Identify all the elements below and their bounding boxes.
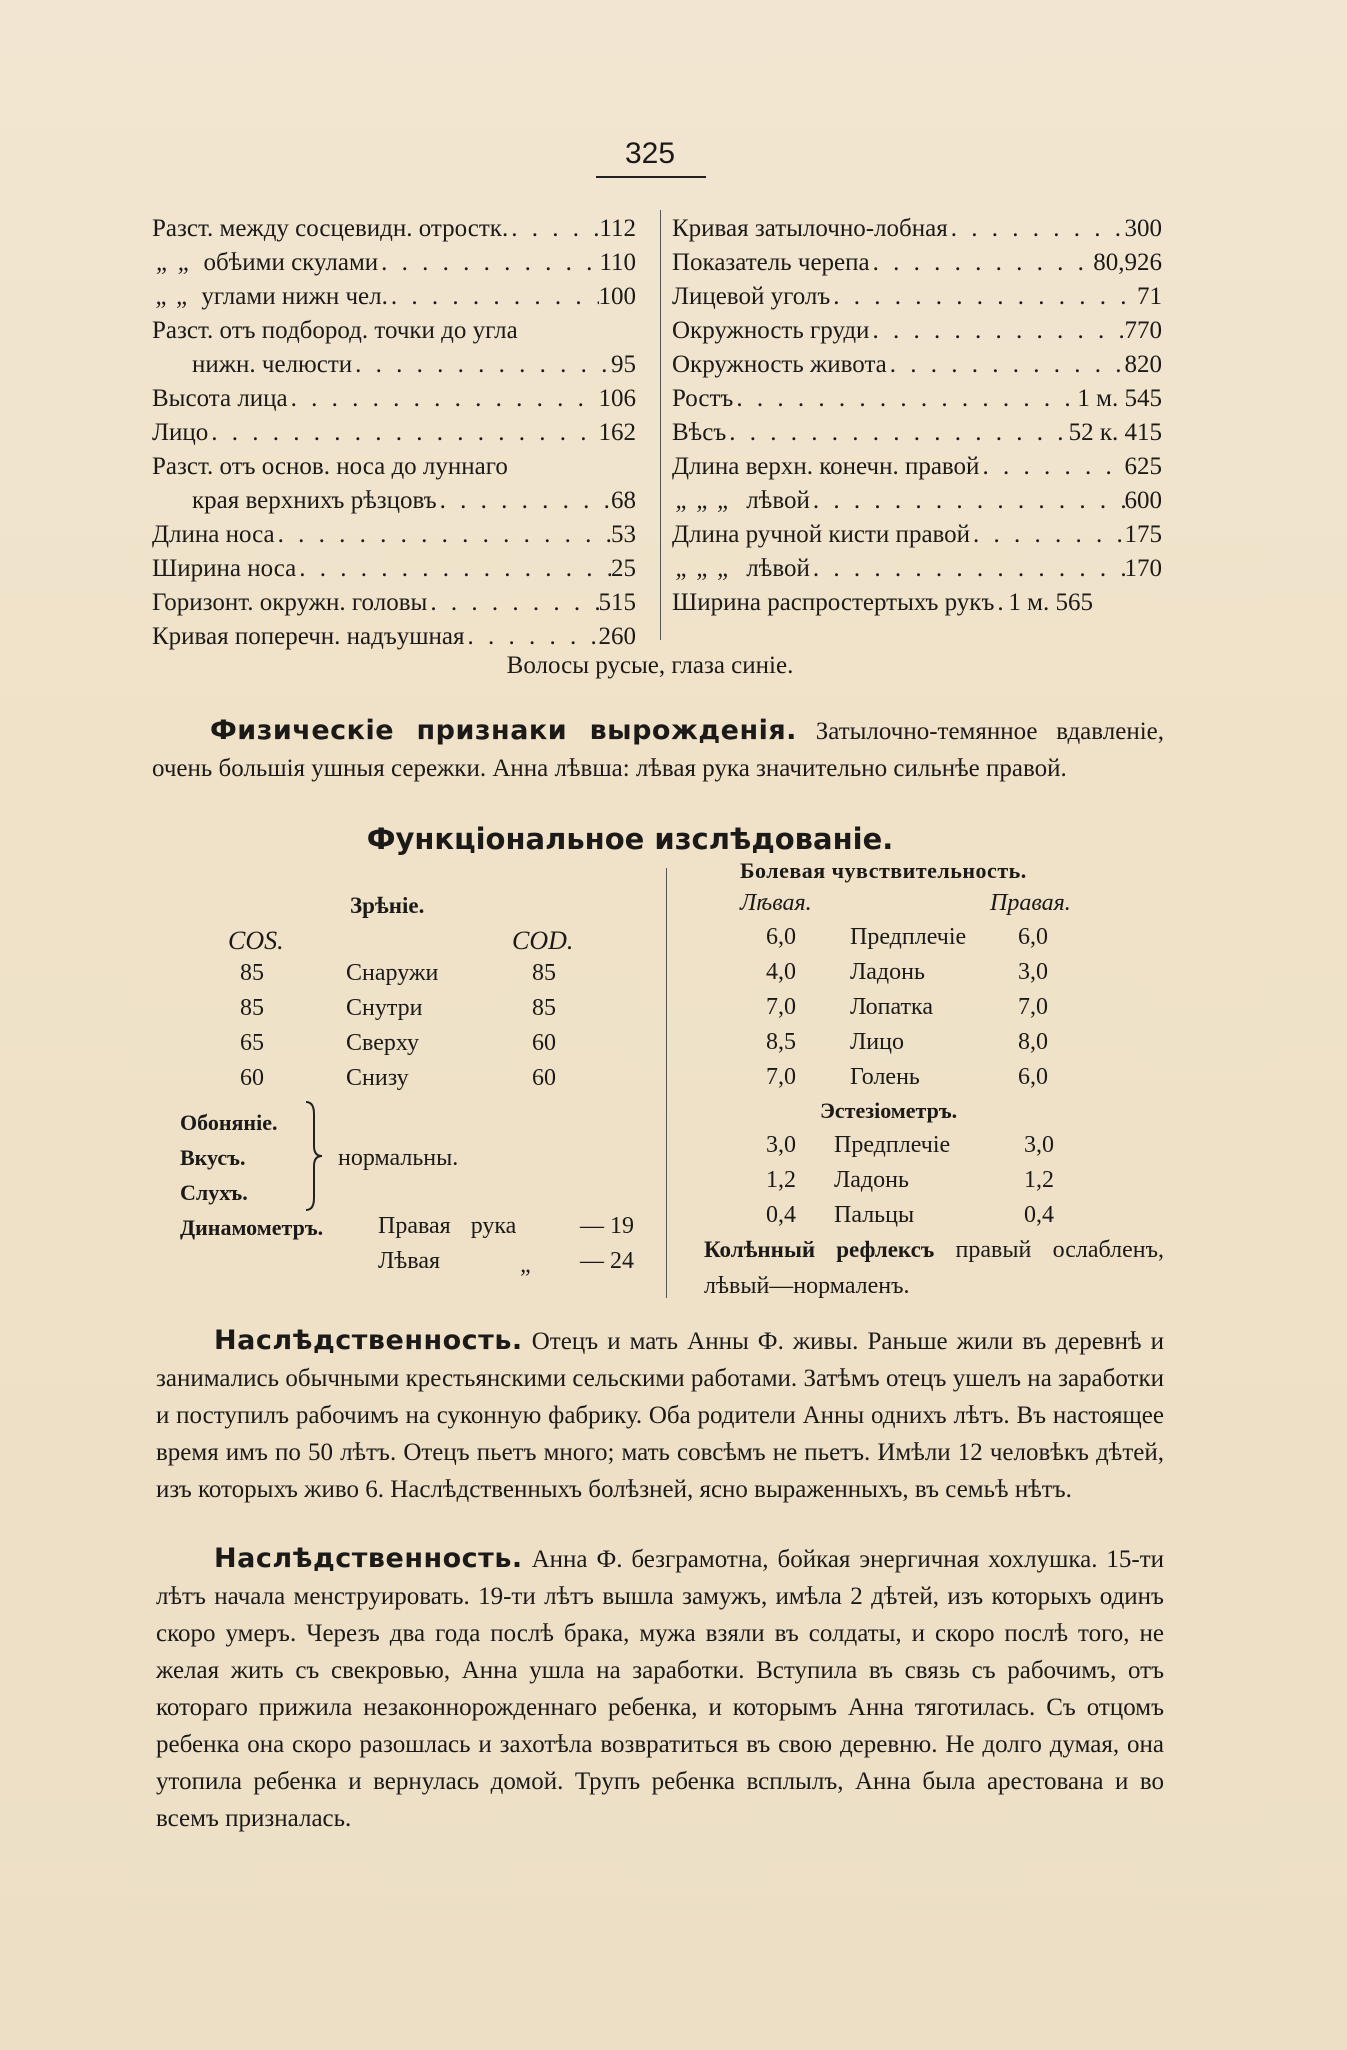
measure-row: Лицо . . . 162 bbox=[152, 416, 636, 450]
knee-reflex-text: правый ослабленъ, лѣвый—нормаленъ. bbox=[704, 1237, 1164, 1299]
measure-row: Разст. отъ подбород. точки до угла bbox=[152, 317, 518, 344]
measure-row: „ „ углами нижн чел. . . . 100 bbox=[152, 280, 636, 314]
right-measurements bbox=[672, 212, 1162, 620]
measure-row: Ширина носа . . . 25 bbox=[152, 552, 636, 586]
measure-row: Длина верхн. конечн. правой . . . 625 bbox=[672, 450, 1162, 484]
vision-row: 65 Сверху 60 bbox=[240, 1030, 556, 1056]
heredity-text-1: Отецъ и мать Анны Ф. живы. Раньше жили въ деревнѣ и занимались обычными крестьянскими сельскими работами. Затѣмъ отецъ ушелъ на заработки и поступилъ рабочимъ на суконную фабрику. Оба родители Анны однихъ лѣтъ. Въ настоящее время имъ по 50 лѣтъ. Отецъ пьетъ много; мать совсѣмъ не пьетъ. Имѣли 12 человѣкъ дѣтей, изъ которыхъ живо 6. Наслѣдственныхъ болѣзней, ясно выраженныхъ, въ семьѣ нѣтъ. bbox=[156, 1328, 1165, 1503]
measure-row: Ширина распростертыхъ рукъ . . . 1 м. 565 bbox=[672, 586, 1162, 620]
pain-right-header: Правая. bbox=[990, 890, 1071, 916]
pain-left-header: Лѣвая. bbox=[740, 890, 812, 916]
senses-brace bbox=[302, 1100, 326, 1212]
brace-icon bbox=[302, 1100, 326, 1212]
senses-result: нормальны. bbox=[338, 1145, 459, 1171]
esthesiometer-row: 3,0 Предплечіе 3,0 bbox=[766, 1132, 1054, 1158]
physical-signs-text: Затылочно-темянное вдавленіе, очень большія ушныя сережки. Анна лѣвша: лѣвая рука значительно сильнѣе правой. bbox=[152, 718, 1164, 782]
measure-row: Кривая поперечн. надъушная . . . 260 bbox=[152, 620, 636, 654]
heredity-heading-2: Наслѣдственность. bbox=[214, 1543, 523, 1574]
functional-divider bbox=[666, 868, 667, 1298]
left-measurements bbox=[152, 212, 636, 654]
measure-row: Горизонт. окружн. головы . . . 515 bbox=[152, 586, 636, 620]
measure-row: Лицевой уголъ . . . 71 bbox=[672, 280, 1162, 314]
hair-eyes-line: Волосы русые, глаза синіе. bbox=[506, 652, 794, 679]
vision-title: Зрѣніе. bbox=[350, 893, 425, 918]
measure-row: Разст. отъ основ. носа до луннаго bbox=[152, 453, 508, 480]
pain-title: Болевая чувствительность. bbox=[740, 858, 1027, 883]
dynamometer-label: Динамометръ. bbox=[180, 1215, 324, 1240]
heredity-heading-1: Наслѣдственность. bbox=[214, 1325, 523, 1356]
physical-signs bbox=[152, 712, 1164, 787]
dynamometer-right-value: — 19 bbox=[580, 1213, 634, 1239]
pain-row: 6,0 Предплечіе 6,0 bbox=[766, 924, 1048, 950]
measure-row: Ростъ . . . 1 м. 545 bbox=[672, 382, 1162, 416]
dynamometer-left-ditto: „ bbox=[520, 1252, 534, 1278]
knee-reflex-heading: Колѣнный рефлексъ bbox=[704, 1237, 935, 1262]
pain-row: 7,0 Лопатка 7,0 bbox=[766, 994, 1048, 1020]
heredity-text-2: Анна Ф. безграмотна, бойкая энергичная хохлушка. 15-ти лѣтъ начала менструировать. 19-ти лѣтъ вышла замужъ, имѣла 2 дѣтей, изъ которыхъ одинъ скоро умеръ. Черезъ два года послѣ брака, мужа взяли въ солдаты, и скоро послѣ того, не желая жить съ свекровью, Анна ушла на заработки. Вступила въ связь съ рабочимъ, отъ котораго прижила незаконнорожденнаго ребенка, и которымъ Анна тяготилась. Съ отцомъ ребенка она скоро разошлась и захотѣла возвратиться въ свою деревню. Не долго думая, она утопила ребенка и вернулась домой. Трупъ ребенка всплылъ, Анна была арестована и во всемъ призналась. bbox=[156, 1546, 1165, 1832]
physical-signs-heading: Физическіе признаки вырожденія. bbox=[210, 715, 797, 746]
measure-row: „ „ обѣими скулами . . . 110 bbox=[152, 246, 636, 280]
measure-row: Окружность живота . . . 820 bbox=[672, 348, 1162, 382]
measure-row: нижн. челюсти . . . 95 bbox=[152, 348, 636, 382]
pain-table bbox=[766, 924, 1086, 1099]
esthesiometer-table bbox=[766, 1132, 1086, 1237]
measure-row: Вѣсъ . . . 52 к. 415 bbox=[672, 416, 1162, 450]
measure-row: „ „ „ лѣвой . . . 600 bbox=[672, 484, 1162, 518]
sense-smell: Обоняніе. bbox=[180, 1110, 278, 1135]
sense-hearing: Слухъ. bbox=[180, 1180, 248, 1205]
pain-row: 4,0 Ладонь 3,0 bbox=[766, 959, 1048, 985]
sense-taste: Вкусъ. bbox=[180, 1145, 246, 1170]
heredity-paragraph-1 bbox=[156, 1322, 1164, 1508]
vision-row: 85 Снаружи 85 bbox=[240, 960, 556, 986]
functional-title: Функціональное изслѣдованіе. bbox=[366, 822, 894, 856]
measure-row: „ „ „ лѣвой . . . 170 bbox=[672, 552, 1162, 586]
esthesiometer-row: 1,2 Ладонь 1,2 bbox=[766, 1167, 1054, 1193]
measure-row: Высота лица . . . 106 bbox=[152, 382, 636, 416]
measure-row: Окружность груди . . . 770 bbox=[672, 314, 1162, 348]
heredity-paragraph-2 bbox=[156, 1540, 1164, 1837]
column-divider bbox=[660, 210, 661, 640]
measure-row: Длина ручной кисти правой . . . 175 bbox=[672, 518, 1162, 552]
vision-row: 85 Снутри 85 bbox=[240, 995, 556, 1021]
measure-row: Показатель черепа . . . 80,926 bbox=[672, 246, 1162, 280]
vision-cod-header: COD. bbox=[512, 926, 574, 955]
dynamometer-left-label: Лѣвая bbox=[378, 1248, 441, 1274]
page-number-rule bbox=[596, 176, 706, 178]
measure-row: Разст. между сосцевидн. отростк. . . . 112 bbox=[152, 212, 636, 246]
measure-row: Кривая затылочно-лобная . . . 300 bbox=[672, 212, 1162, 246]
measure-row: Длина носа . . . 53 bbox=[152, 518, 636, 552]
dynamometer-right-label: Правая рука bbox=[378, 1213, 517, 1239]
knee-reflex bbox=[704, 1232, 1164, 1304]
vision-table bbox=[240, 960, 570, 1100]
dynamometer-left-value: — 24 bbox=[580, 1248, 634, 1274]
esthesiometer-title: Эстезіометръ. bbox=[820, 1098, 958, 1123]
pain-row: 8,5 Лицо 8,0 bbox=[766, 1029, 1048, 1055]
esthesiometer-row: 0,4 Пальцы 0,4 bbox=[766, 1202, 1054, 1228]
page-number: 325 bbox=[624, 137, 676, 170]
measure-row: края верхнихъ рѣзцовъ . . . 68 bbox=[152, 484, 636, 518]
vision-row: 60 Снизу 60 bbox=[240, 1065, 556, 1091]
pain-row: 7,0 Голень 6,0 bbox=[766, 1064, 1048, 1090]
vision-cos-header: COS. bbox=[228, 926, 284, 955]
